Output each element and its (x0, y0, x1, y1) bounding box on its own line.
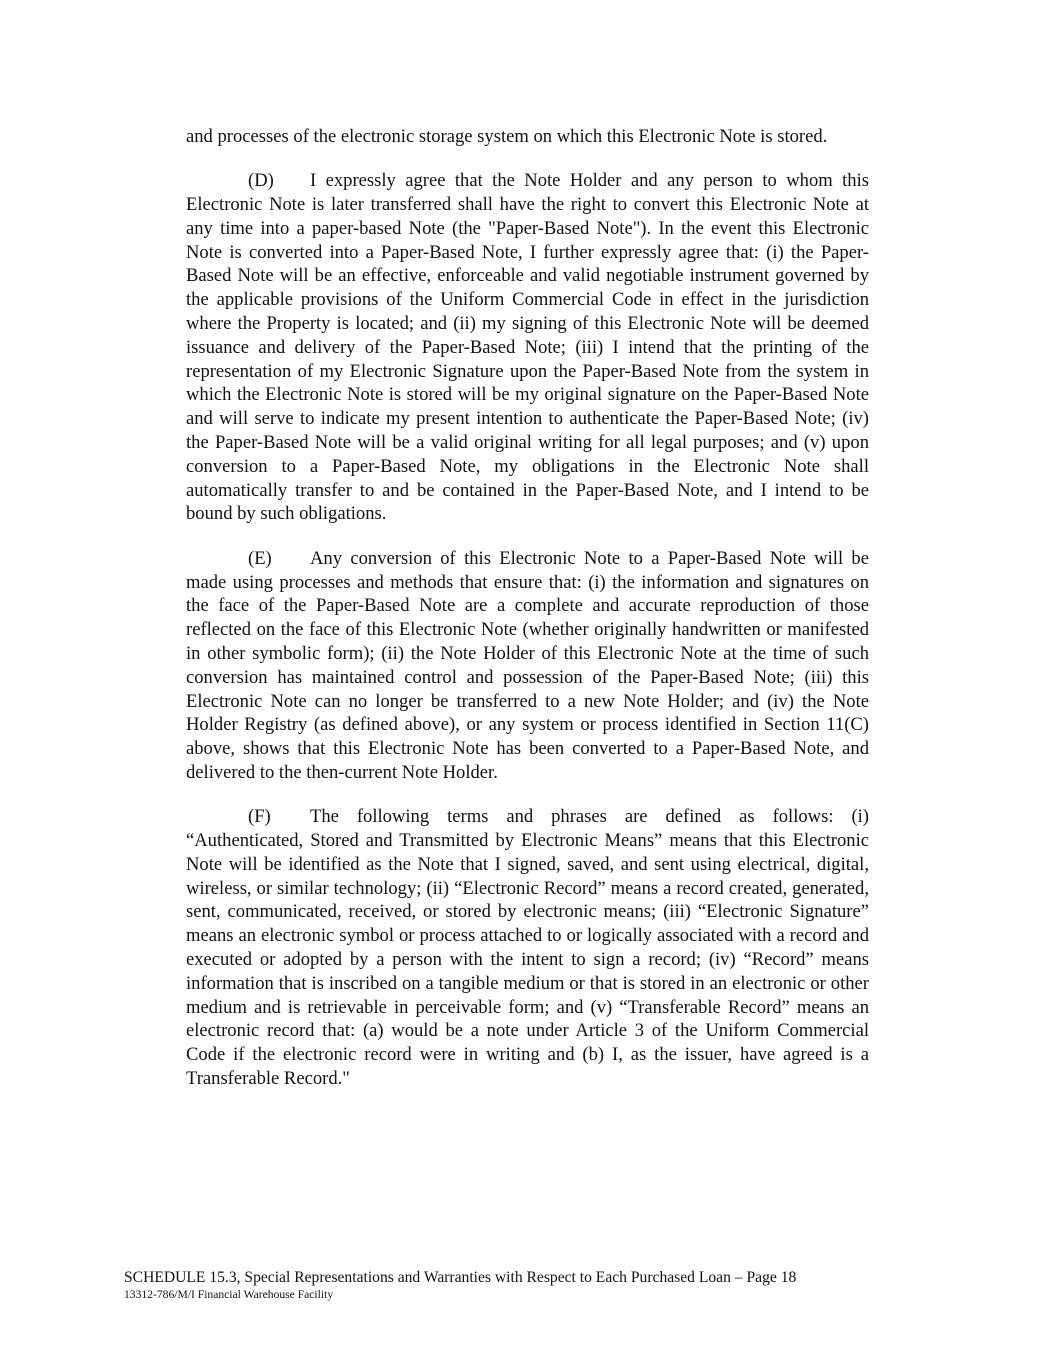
paragraph-label: (E) (248, 547, 272, 569)
paragraph-text: The following terms and phrases are defined as follows: (i) “Authenticated, Stored and Transmitted by Electronic Means” means that this Electronic Note will be identified as the Note that I signed, saved, and sent using electrical, digital, wireless, or similar technology; (ii) “Electronic Record” means a record created, generated, sent, communicated, received, or stored by electronic means; (iii) “Electronic Signature” means an electronic symbol or process attached to or logically associated with a record and executed or adopted by a person with the intent to sign a record; (iv) “Record” means information that is inscribed on a tangible medium or that is stored in an electronic or other medium and is retrievable in perceivable form; and (v) “Transferable Record” means an electronic record that: (a) would be a note under Article 3 of the Uniform Commercial Code if the electronic record were in writing and (b) I, as the issuer, have agreed is a Transferable Record." (186, 806, 869, 1089)
page-footer (124, 1268, 884, 1302)
paragraph-text: and processes of the electronic storage system on which this Electronic Note is stored. (186, 126, 828, 147)
paragraph-text: Any conversion of this Electronic Note to a Paper-Based Note will be made using processes and methods that ensure that: (i) the information and signatures on the face of the Paper-Based Note are a complete and accurate reproduction of those reflected on the face of this Electronic Note (whether originally handwritten or manifested in other symbolic form); (ii) the Note Holder of this Electronic Note at the time of such conversion has maintained control and possession of the Paper-Based Note; (iii) this Electronic Note can no longer be transferred to a new Note Holder; and (iv) the Note Holder Registry (as defined above), or any system or process identified in Section 11(C) above, shows that this Electronic Note has been converted to a Paper-Based Note, and delivered to the then-current Note Holder. (186, 547, 869, 783)
paragraph-label: (D) (248, 170, 274, 192)
document-body (186, 125, 869, 1111)
footer-subtitle: 13312-786/M/I Financial Warehouse Facility (124, 1288, 334, 1301)
paragraph-continuation (186, 125, 869, 149)
paragraph-f (186, 805, 869, 1091)
paragraph-e (186, 547, 869, 785)
footer-title: SCHEDULE 15.3, Special Representations and Warranties with Respect to Each Purchased Loan – Page 18 (124, 1269, 797, 1286)
paragraph-text: I expressly agree that the Note Holder and any person to whom this Electronic Note is later transferred shall have the right to convert this Electronic Note at any time into a paper-based Note (the "Paper-Based Note"). In the event this Electronic Note is converted into a Paper-Based Note, I further expressly agree that: (i) the Paper-Based Note will be an effective, enforceable and valid negotiable instrument governed by the applicable provisions of the Uniform Commercial Code in effect in the jurisdiction where the Property is located; and (ii) my signing of this Electronic Note will be deemed issuance and delivery of the Paper-Based Note; (iii) I intend that the printing of the representation of my Electronic Signature upon the Paper-Based Note from the system in which the Electronic Note is stored will be my original signature on the Paper-Based Note and will serve to indicate my present intention to authenticate the Paper-Based Note; (iv) the Paper-Based Note will be a valid original writing for all legal purposes; and (v) upon conversion to a Paper-Based Note, my obligations in the Electronic Note shall automatically transfer to and be contained in the Paper-Based Note, and I intend to be bound by such obligations. (186, 170, 869, 525)
paragraph-d (186, 169, 869, 526)
paragraph-label: (F) (248, 806, 271, 828)
